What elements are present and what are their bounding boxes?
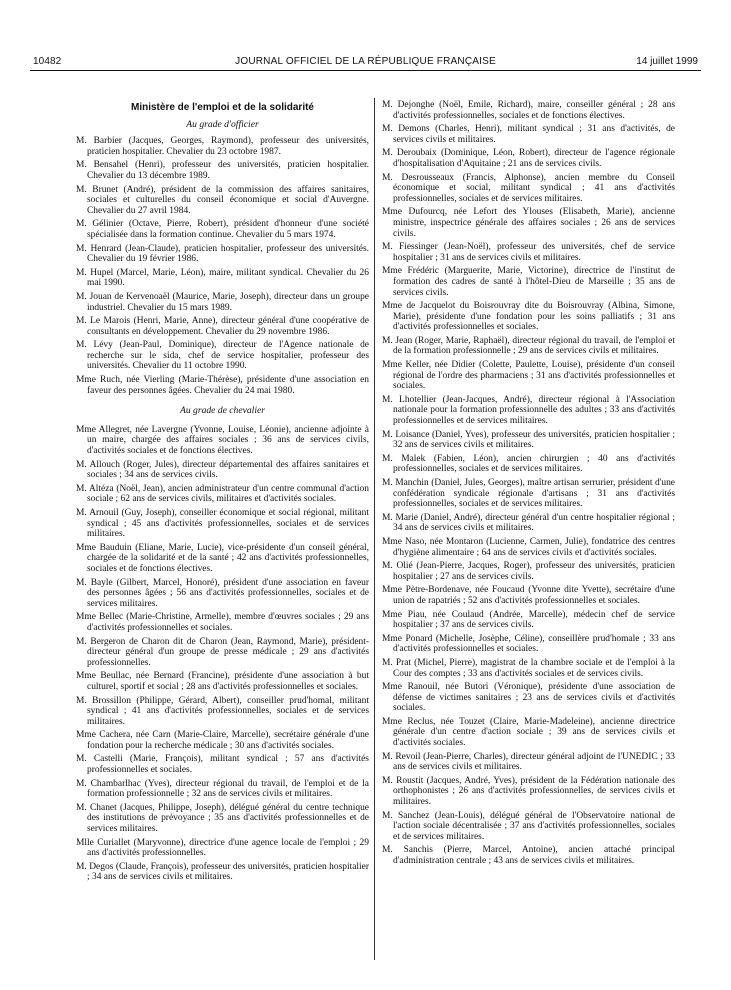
- nomination-entry: M. Sanchis (Pierre, Marcel, Antoine), ancien attaché principal d'administration centrale ; 43 ans de services civils et militaires.: [382, 845, 675, 866]
- nomination-entry: Mme Ruch, née Vierling (Marie-Thérèse), présidente d'une association en faveur des personnes âgées. Chevalier du 24 mai 1980.: [76, 375, 369, 396]
- chevalier-list: [76, 425, 369, 883]
- nomination-entry: Mlle Curiallet (Maryvonne), directrice d'une agence locale de l'emploi ; 29 ans d'activités professionnelles.: [76, 837, 369, 859]
- nomination-entry: M. Olié (Jean-Pierre, Jacques, Roger), professeur des universités, praticien hospitalier ; 27 ans de services civils.: [382, 561, 675, 582]
- nomination-entry: M. Malek (Fabien, Léon), ancien chirurgien ; 40 ans d'activités professionnelles, sociales et de services militaires.: [382, 453, 675, 475]
- nomination-entry: Mme Naso, née Montaron (Lucienne, Carmen, Julie), fondatrice des centres d'hygiène alimentaire ; 64 ans de services civils et d'activités sociales.: [382, 536, 675, 558]
- nomination-entry: Mme Bauduin (Eliane, Marie, Lucie), vice-présidente d'un conseil général, chargée de la solidarité et de la santé ; 42 ans d'activités professionnelles, sociales et de fonctions électives.: [76, 542, 369, 574]
- nomination-entry: Mme Pètre-Bordenave, née Foucaud (Yvonne dite Yvette), secrétaire d'une union de rapatriés ; 52 ans d'activités professionnelles et sociales.: [382, 585, 675, 606]
- nomination-entry: Mme Ranouil, née Butori (Véronique), présidente d'une association de défense de victimes sanitaires ; 23 ans de services civils et d'activités sociales.: [382, 682, 675, 714]
- nomination-entry: Mme Cachera, née Carn (Marie-Claire, Marcelle), secrétaire générale d'une fondation pour la recherche médicale ; 30 ans d'activités sociales.: [76, 730, 369, 751]
- nomination-entry: M. Chanet (Jacques, Philippe, Joseph), délégué général du centre technique des institutions de prévoyance ; 35 ans d'activités professionnelles et de services militaires.: [76, 802, 369, 835]
- nomination-entry: M. Lhotellier (Jean-Jacques, André), directeur régional à l'Association nationale pour la formation professionnelle des adultes ; 33 ans d'activités professionnelles et de services militaires.: [382, 394, 675, 427]
- nomination-entry: M. Jouan de Kervenoaël (Maurice, Marie, Joseph), directeur dans un groupe industriel. Chevalier du 15 mars 1989.: [76, 291, 369, 313]
- nomination-entry: M. Desrousseaux (Francis, Alphonse), ancien membre du Conseil économique et social, militant syndical ; 41 ans d'activités professionnelles, sociales et de services militaires.: [382, 172, 675, 204]
- nomination-entry: M. Brunet (André), président de la commission des affaires sanitaires, sociales et culturelles du conseil économique et social d'Auvergne. Chevalier du 27 avril 1984.: [76, 184, 369, 216]
- nomination-entry: M. Barbier (Jacques, Georges, Raymond), professeur des universités, praticien hospitalier. Chevalier du 23 octobre 1987.: [76, 136, 369, 157]
- nomination-entry: Mme Keller, née Didier (Colette, Paulette, Louise), présidente d'un conseil régional de l'ordre des pharmaciens ; 31 ans d'activités professionnelles et sociales.: [382, 360, 675, 392]
- nomination-entry: M. Degos (Claude, François), professeur des universités, praticien hospitalier ; 34 ans de services civils et militaires.: [76, 861, 369, 883]
- nomination-entry: M. Fiessinger (Jean-Noël), professeur des universités, chef de service hospitalier ; 31 ans de services civils et militaires.: [382, 242, 675, 263]
- nomination-entry: M. Arnouil (Guy, Joseph), conseiller économique et social régional, militant syndical ; 45 ans d'activités professionnelles, sociales et de services militaires.: [76, 508, 369, 540]
- nomination-entry: M. Sanchez (Jean-Louis), délégué général de l'Observatoire national de l'action sociale décentralisée ; 37 ans d'activités professionnelles, sociales et de services militaires.: [382, 810, 675, 842]
- nomination-entry: M. Deroubaix (Dominique, Léon, Robert), directeur de l'agence régionale d'hospitalisation d'Aquitaine ; 21 ans de services civils.: [382, 148, 675, 169]
- page-header: [0, 0, 731, 70]
- nomination-entry: M. Chambarlhac (Yves), directeur régional du travail, de l'emploi et de la formation professionnelle ; 32 ans de services civils et militaires.: [76, 778, 369, 800]
- nomination-entry: M. Roustit (Jacques, André, Yves), président de la Fédération nationale des orthophonistes ; 26 ans d'activités professionnelles, de services civils et militaires.: [382, 775, 675, 808]
- nomination-entry: M. Brossillon (Philippe, Gérard, Albert), conseiller prud'homal, militant syndical ; 41 ans d'activités professionnelles, sociales et de services militaires.: [76, 695, 369, 727]
- nomination-entry: M. Demons (Charles, Henri), militant syndical ; 31 ans d'activités, de services civils et militaires.: [382, 124, 675, 145]
- header-rule: [30, 70, 701, 71]
- nomination-entry: M. Bensahel (Henri), professeur des universités, praticien hospitalier. Chevalier du 13 décembre 1989.: [76, 160, 369, 181]
- nomination-entry: M. Bergeron de Charon dit de Charon (Jean, Raymond, Marie), président-directeur général d'un groupe de presse médicale ; 29 ans d'activités professionnelles.: [76, 636, 369, 668]
- nomination-entry: M. Gélinier (Octave, Pierre, Robert), président d'honneur d'une société spécialisée dans la formation continue. Chevalier du 5 mars 1974.: [76, 219, 369, 240]
- nomination-entry: Mme Piau, née Coulaud (Andrée, Marcelle), médecin chef de service hospitalier ; 37 ans de services civils.: [382, 609, 675, 631]
- nomination-entry: M. Dejonghe (Noël, Emile, Richard), maire, conseiller général ; 28 ans d'activités professionnelles, sociales et de fonctions électives.: [382, 100, 675, 121]
- chevalier-list-continued: [382, 100, 675, 867]
- nomination-entry: M. Jean (Roger, Marie, Raphaël), directeur régional du travail, de l'emploi et de la formation professionnelle ; 29 ans de services civils et militaires.: [382, 335, 675, 357]
- nomination-entry: M. Le Marois (Henri, Marie, Anne), directeur général d'une coopérative de consultants en développement. Chevalier du 29 novembre 1986.: [76, 316, 369, 337]
- officier-list: [76, 136, 369, 396]
- nomination-entry: Mme Frédéric (Marguerite, Marie, Victorine), directrice de l'institut de formation des cadres de santé à l'hôtel-Dieu de Marseille ; 35 ans de services civils.: [382, 266, 675, 298]
- page-number: 10482: [33, 56, 62, 67]
- issue-date: 14 juillet 1999: [636, 56, 698, 67]
- nomination-entry: M. Loisance (Daniel, Yves), professeur des universités, praticien hospitalier ; 32 ans de services civils et militaires.: [382, 429, 675, 451]
- grade-chevalier-heading: Au grade de chevalier: [180, 405, 265, 417]
- left-column: [76, 94, 369, 886]
- nomination-entry: M. Allouch (Roger, Jules), directeur départemental des affaires sanitaires et sociales ; 34 ans de services civils.: [76, 459, 369, 481]
- nomination-entry: M. Castelli (Marie, François), militant syndical ; 57 ans d'activités professionnelles et sociales.: [76, 754, 369, 776]
- nomination-entry: M. Bayle (Gilbert, Marcel, Honoré), président d'une association en faveur des personnes âgées ; 56 ans d'activités professionnelles, sociales et de services militaires.: [76, 577, 369, 609]
- nomination-entry: Mme Ponard (Michelle, Josèphe, Céline), conseillère prud'homale ; 33 ans d'activités professionnelles et sociales.: [382, 633, 675, 655]
- nomination-entry: M. Manchin (Daniel, Jules, Georges), maître artisan serrurier, président d'une confédération syndicale régionale d'artisans ; 31 ans d'activités professionnelles, sociales et de services militaires.: [382, 478, 675, 510]
- nomination-entry: M. Henrard (Jean-Claude), praticien hospitalier, professeur des universités. Chevalier du 19 février 1986.: [76, 243, 369, 265]
- nomination-entry: M. Marie (Daniel, André), directeur général d'un centre hospitalier régional ; 34 ans de services civils et militaires.: [382, 512, 675, 534]
- nomination-entry: M. Revoil (Jean-Pierre, Charles), directeur général adjoint de l'UNEDIC ; 33 ans de services civils et militaires.: [382, 751, 675, 773]
- nomination-entry: M. Lévy (Jean-Paul, Dominique), directeur de l'Agence nationale de recherche sur le sida, chef de service hospitalier, professeur des universités. Chevalier du 11 octobre 1990.: [76, 340, 369, 372]
- nomination-entry: M. Hupel (Marcel, Marie, Léon), maire, militant syndical. Chevalier du 26 mai 1990.: [76, 267, 369, 289]
- nomination-entry: Mme Beullac, née Bernard (Francine), présidente d'une association à but culturel, sportif et social ; 28 ans d'activités professionnelles et sociales.: [76, 671, 369, 692]
- grade-officier-heading: Au grade d'officier: [186, 118, 259, 130]
- nomination-entry: Mme Reclus, née Touzet (Claire, Marie-Madeleine), ancienne directrice générale d'un centre d'action sociale ; 39 ans de services civils et d'activités sociales.: [382, 716, 675, 749]
- nomination-entry: Mme Dufourcq, née Lefort des Ylouses (Elisabeth, Marie), ancienne ministre, inspectrice générale des affaires sociales ; 26 ans de services civils.: [382, 207, 675, 239]
- ministry-title: Ministère de l'emploi et de la solidarité: [131, 102, 314, 113]
- journal-title: JOURNAL OFFICIEL DE LA RÉPUBLIQUE FRANÇAISE: [235, 56, 496, 67]
- right-column: [382, 100, 675, 870]
- nomination-entry: M. Prat (Michel, Pierre), magistrat de la chambre sociale et de l'emploi à la Cour des comptes ; 33 ans d'activités sociales et de services civils.: [382, 657, 675, 679]
- nomination-entry: Mme Bellec (Marie-Christine, Armelle), membre d'œuvres sociales ; 29 ans d'activités professionnelles et sociales.: [76, 612, 369, 633]
- nomination-entry: Mme Allegret, née Lavergne (Yvonne, Louise, Léonie), ancienne adjointe à un maire, chargée des affaires sociales ; 36 ans de services civils, d'activités sociales et de fonctions électives.: [76, 424, 369, 457]
- nomination-entry: M. Altéza (Noël, Jean), ancien administrateur d'un centre communal d'action sociale ; 62 ans de services civils, militaires et d'activités sociales.: [76, 483, 369, 505]
- column-divider: [374, 98, 375, 960]
- nomination-entry: Mme de Jacquelot du Boisrouvray dite du Boisrouvray (Albina, Simone, Marie), présidente d'une fondation pour les soins palliatifs ; 31 ans d'activités professionnelles et sociales.: [382, 301, 675, 333]
